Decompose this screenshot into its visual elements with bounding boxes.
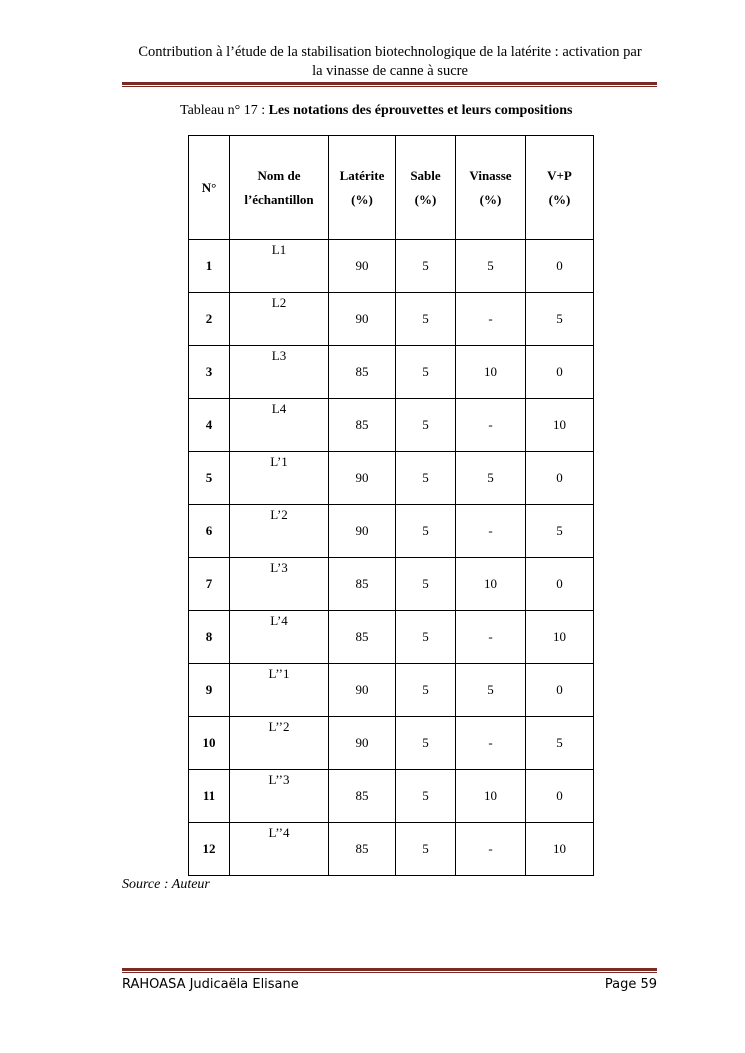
cell-laterite: 90 <box>329 664 396 717</box>
cell-laterite: 85 <box>329 346 396 399</box>
header-title-line2: la vinasse de canne à sucre <box>312 63 468 79</box>
table-row <box>189 399 594 452</box>
table-row <box>189 611 594 664</box>
table-row <box>189 770 594 823</box>
cell-num: 1 <box>189 240 230 293</box>
cell-sable: 5 <box>396 823 456 876</box>
page-header <box>110 43 670 81</box>
cell-sable: 5 <box>396 611 456 664</box>
cell-laterite: 90 <box>329 452 396 505</box>
footer-author: RAHOASA Judicaëla Elisane <box>122 977 299 992</box>
table-row <box>189 664 594 717</box>
cell-vp: 5 <box>526 293 594 346</box>
cell-laterite: 90 <box>329 505 396 558</box>
cell-vp: 0 <box>526 664 594 717</box>
table-header-row <box>189 136 594 240</box>
cell-laterite: 85 <box>329 770 396 823</box>
table-row <box>189 505 594 558</box>
cell-num: 4 <box>189 399 230 452</box>
compositions-table <box>188 135 594 876</box>
cell-vp: 10 <box>526 823 594 876</box>
cell-laterite: 85 <box>329 558 396 611</box>
header-vinasse: Vinasse (%) <box>456 136 526 240</box>
cell-num: 8 <box>189 611 230 664</box>
table-row <box>189 717 594 770</box>
cell-vinasse: 10 <box>456 770 526 823</box>
cell-vp: 10 <box>526 399 594 452</box>
cell-num: 2 <box>189 293 230 346</box>
cell-laterite: 85 <box>329 399 396 452</box>
table-row <box>189 452 594 505</box>
cell-sample-name: L’4 <box>230 611 329 664</box>
table-row <box>189 346 594 399</box>
cell-num: 5 <box>189 452 230 505</box>
cell-vp: 0 <box>526 558 594 611</box>
cell-vp: 5 <box>526 505 594 558</box>
cell-sable: 5 <box>396 664 456 717</box>
header-vp: V+P (%) <box>526 136 594 240</box>
cell-laterite: 90 <box>329 717 396 770</box>
cell-sable: 5 <box>396 505 456 558</box>
cell-vinasse: 5 <box>456 452 526 505</box>
cell-sample-name: L’2 <box>230 505 329 558</box>
cell-sample-name: L4 <box>230 399 329 452</box>
table-row <box>189 240 594 293</box>
cell-laterite: 85 <box>329 823 396 876</box>
cell-sample-name: L1 <box>230 240 329 293</box>
cell-num: 3 <box>189 346 230 399</box>
cell-num: 12 <box>189 823 230 876</box>
header-laterite: Latérite (%) <box>329 136 396 240</box>
cell-sample-name: L’’3 <box>230 770 329 823</box>
cell-sample-name: L3 <box>230 346 329 399</box>
cell-sample-name: L’3 <box>230 558 329 611</box>
header-name: Nom de l’échantillon <box>230 136 329 240</box>
cell-laterite: 85 <box>329 611 396 664</box>
cell-sample-name: L’’1 <box>230 664 329 717</box>
cell-vinasse: - <box>456 717 526 770</box>
cell-sable: 5 <box>396 558 456 611</box>
cell-sample-name: L’1 <box>230 452 329 505</box>
header-num: N° <box>189 136 230 240</box>
table-row <box>189 823 594 876</box>
cell-sable: 5 <box>396 240 456 293</box>
header-sable: Sable (%) <box>396 136 456 240</box>
cell-vp: 5 <box>526 717 594 770</box>
cell-vinasse: - <box>456 611 526 664</box>
footer-page-number: Page 59 <box>604 977 657 992</box>
cell-laterite: 90 <box>329 240 396 293</box>
cell-vinasse: - <box>456 293 526 346</box>
cell-num: 6 <box>189 505 230 558</box>
table-row <box>189 558 594 611</box>
cell-sable: 5 <box>396 452 456 505</box>
cell-sample-name: L2 <box>230 293 329 346</box>
cell-sable: 5 <box>396 399 456 452</box>
cell-vinasse: 10 <box>456 558 526 611</box>
cell-sable: 5 <box>396 717 456 770</box>
caption-title: Les notations des éprouvettes et leurs compositions <box>268 103 573 118</box>
cell-vp: 0 <box>526 770 594 823</box>
cell-vinasse: - <box>456 823 526 876</box>
table-caption <box>180 103 572 119</box>
cell-vp: 0 <box>526 240 594 293</box>
cell-sample-name: L’’4 <box>230 823 329 876</box>
cell-sable: 5 <box>396 346 456 399</box>
cell-vp: 0 <box>526 452 594 505</box>
cell-vp: 0 <box>526 346 594 399</box>
cell-num: 9 <box>189 664 230 717</box>
cell-num: 7 <box>189 558 230 611</box>
cell-vinasse: 5 <box>456 240 526 293</box>
cell-num: 11 <box>189 770 230 823</box>
cell-laterite: 90 <box>329 293 396 346</box>
cell-num: 10 <box>189 717 230 770</box>
cell-vinasse: 5 <box>456 664 526 717</box>
cell-sable: 5 <box>396 770 456 823</box>
cell-vinasse: - <box>456 399 526 452</box>
source-note: Source : Auteur <box>122 877 210 892</box>
cell-vinasse: 10 <box>456 346 526 399</box>
footer-rule <box>122 968 657 971</box>
cell-vinasse: - <box>456 505 526 558</box>
cell-sable: 5 <box>396 293 456 346</box>
cell-vp: 10 <box>526 611 594 664</box>
cell-sample-name: L’’2 <box>230 717 329 770</box>
caption-prefix: Tableau n° 17 : <box>180 103 269 118</box>
table-row <box>189 293 594 346</box>
header-rule <box>122 82 657 85</box>
header-title-line1: Contribution à l’étude de la stabilisation biotechnologique de la latérite : activation par <box>138 44 642 60</box>
